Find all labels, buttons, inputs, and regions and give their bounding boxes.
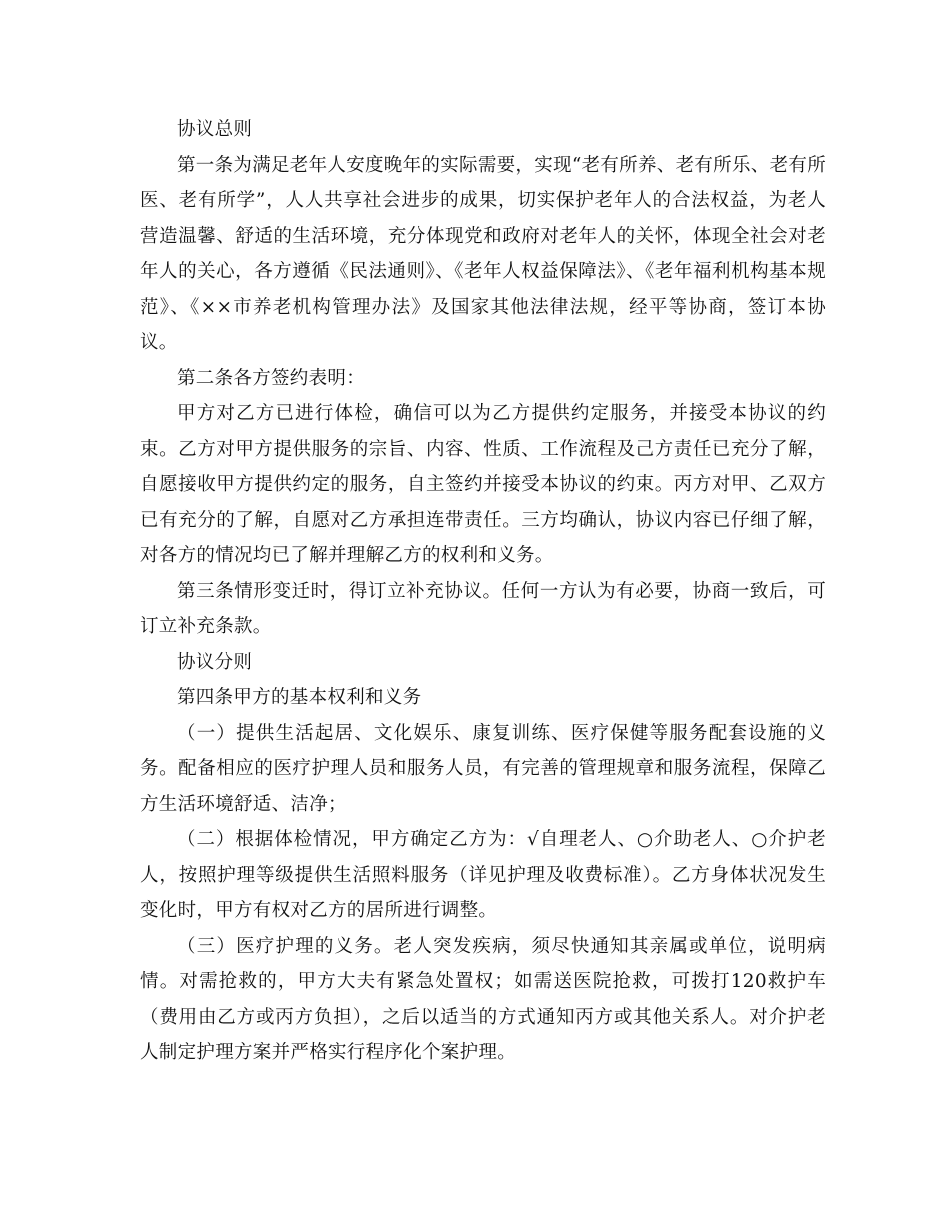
article-4-heading: 第四条甲方的基本权利和义务 <box>177 687 422 708</box>
article-1-paragraph: 第一条为满足老年人安度晚年的实际需要，实现“老有所养、老有所乐、老有所医、老有所学”，人人共享社会进步的成果，切实保护老年人的合法权益，为老人营造温馨、舒适的生活环境，充分体现党和政府对老年人的关怀，体现全社会对老年人的关心，各方遵循《民法通则》、《老年人权益保障法》、《老年福利机构基本规范》、《××市养老机构管理办法》及国家其他法律法规，经平等协商，签订本协议。 <box>140 154 826 353</box>
section-heading-specific: 协议分则 <box>177 651 253 673</box>
article-4-item-1: （一）提供生活起居、文化娱乐、康复训练、医疗保健等服务配套设施的义务。配备相应的医疗护理人员和服务人员，有完善的管理规章和服务流程，保障乙方生活环境舒适、洁净； <box>140 722 826 815</box>
section-heading-general: 协议总则 <box>177 119 253 140</box>
article-2-heading: 第二条各方签约表明： <box>177 367 366 389</box>
article-4-item-2: （二）根据体检情况，甲方确定乙方为：√自理老人、○介助老人、○介护老人，按照护理等级提供生活照料服务（详见护理及收费标准）。乙方身体状况发生变化时，甲方有权对乙方的居所进行调整。 <box>140 829 826 921</box>
article-3-paragraph: 第三条情形变迁时，得订立补充协议。任何一方认为有必要，协商一致后，可订立补充条款。 <box>140 580 826 637</box>
article-4-item-3: （三）医疗护理的义务。老人突发疾病，须尽快通知其亲属或单位，说明病情。对需抢救的，甲方大夫有紧急处置权；如需送医院抢救，可拨打120救护车（费用由乙方或丙方负担），之后以适当的方式通知丙方或其他关系人。对介护老人制定护理方案并严格实行程序化个案护理。 <box>140 935 826 1063</box>
document-page <box>140 112 826 1071</box>
article-2-paragraph: 甲方对乙方已进行体检，确信可以为乙方提供约定服务，并接受本协议的约束。乙方对甲方提供服务的宗旨、内容、性质、工作流程及己方责任已充分了解，自愿接收甲方提供约定的服务，自主签约并接受本协议的约束。丙方对甲、乙双方已有充分的了解，自愿对乙方承担连带责任。三方均确认，协议内容已仔细了解，对各方的情况均已了解并理解乙方的权利和义务。 <box>140 403 826 566</box>
